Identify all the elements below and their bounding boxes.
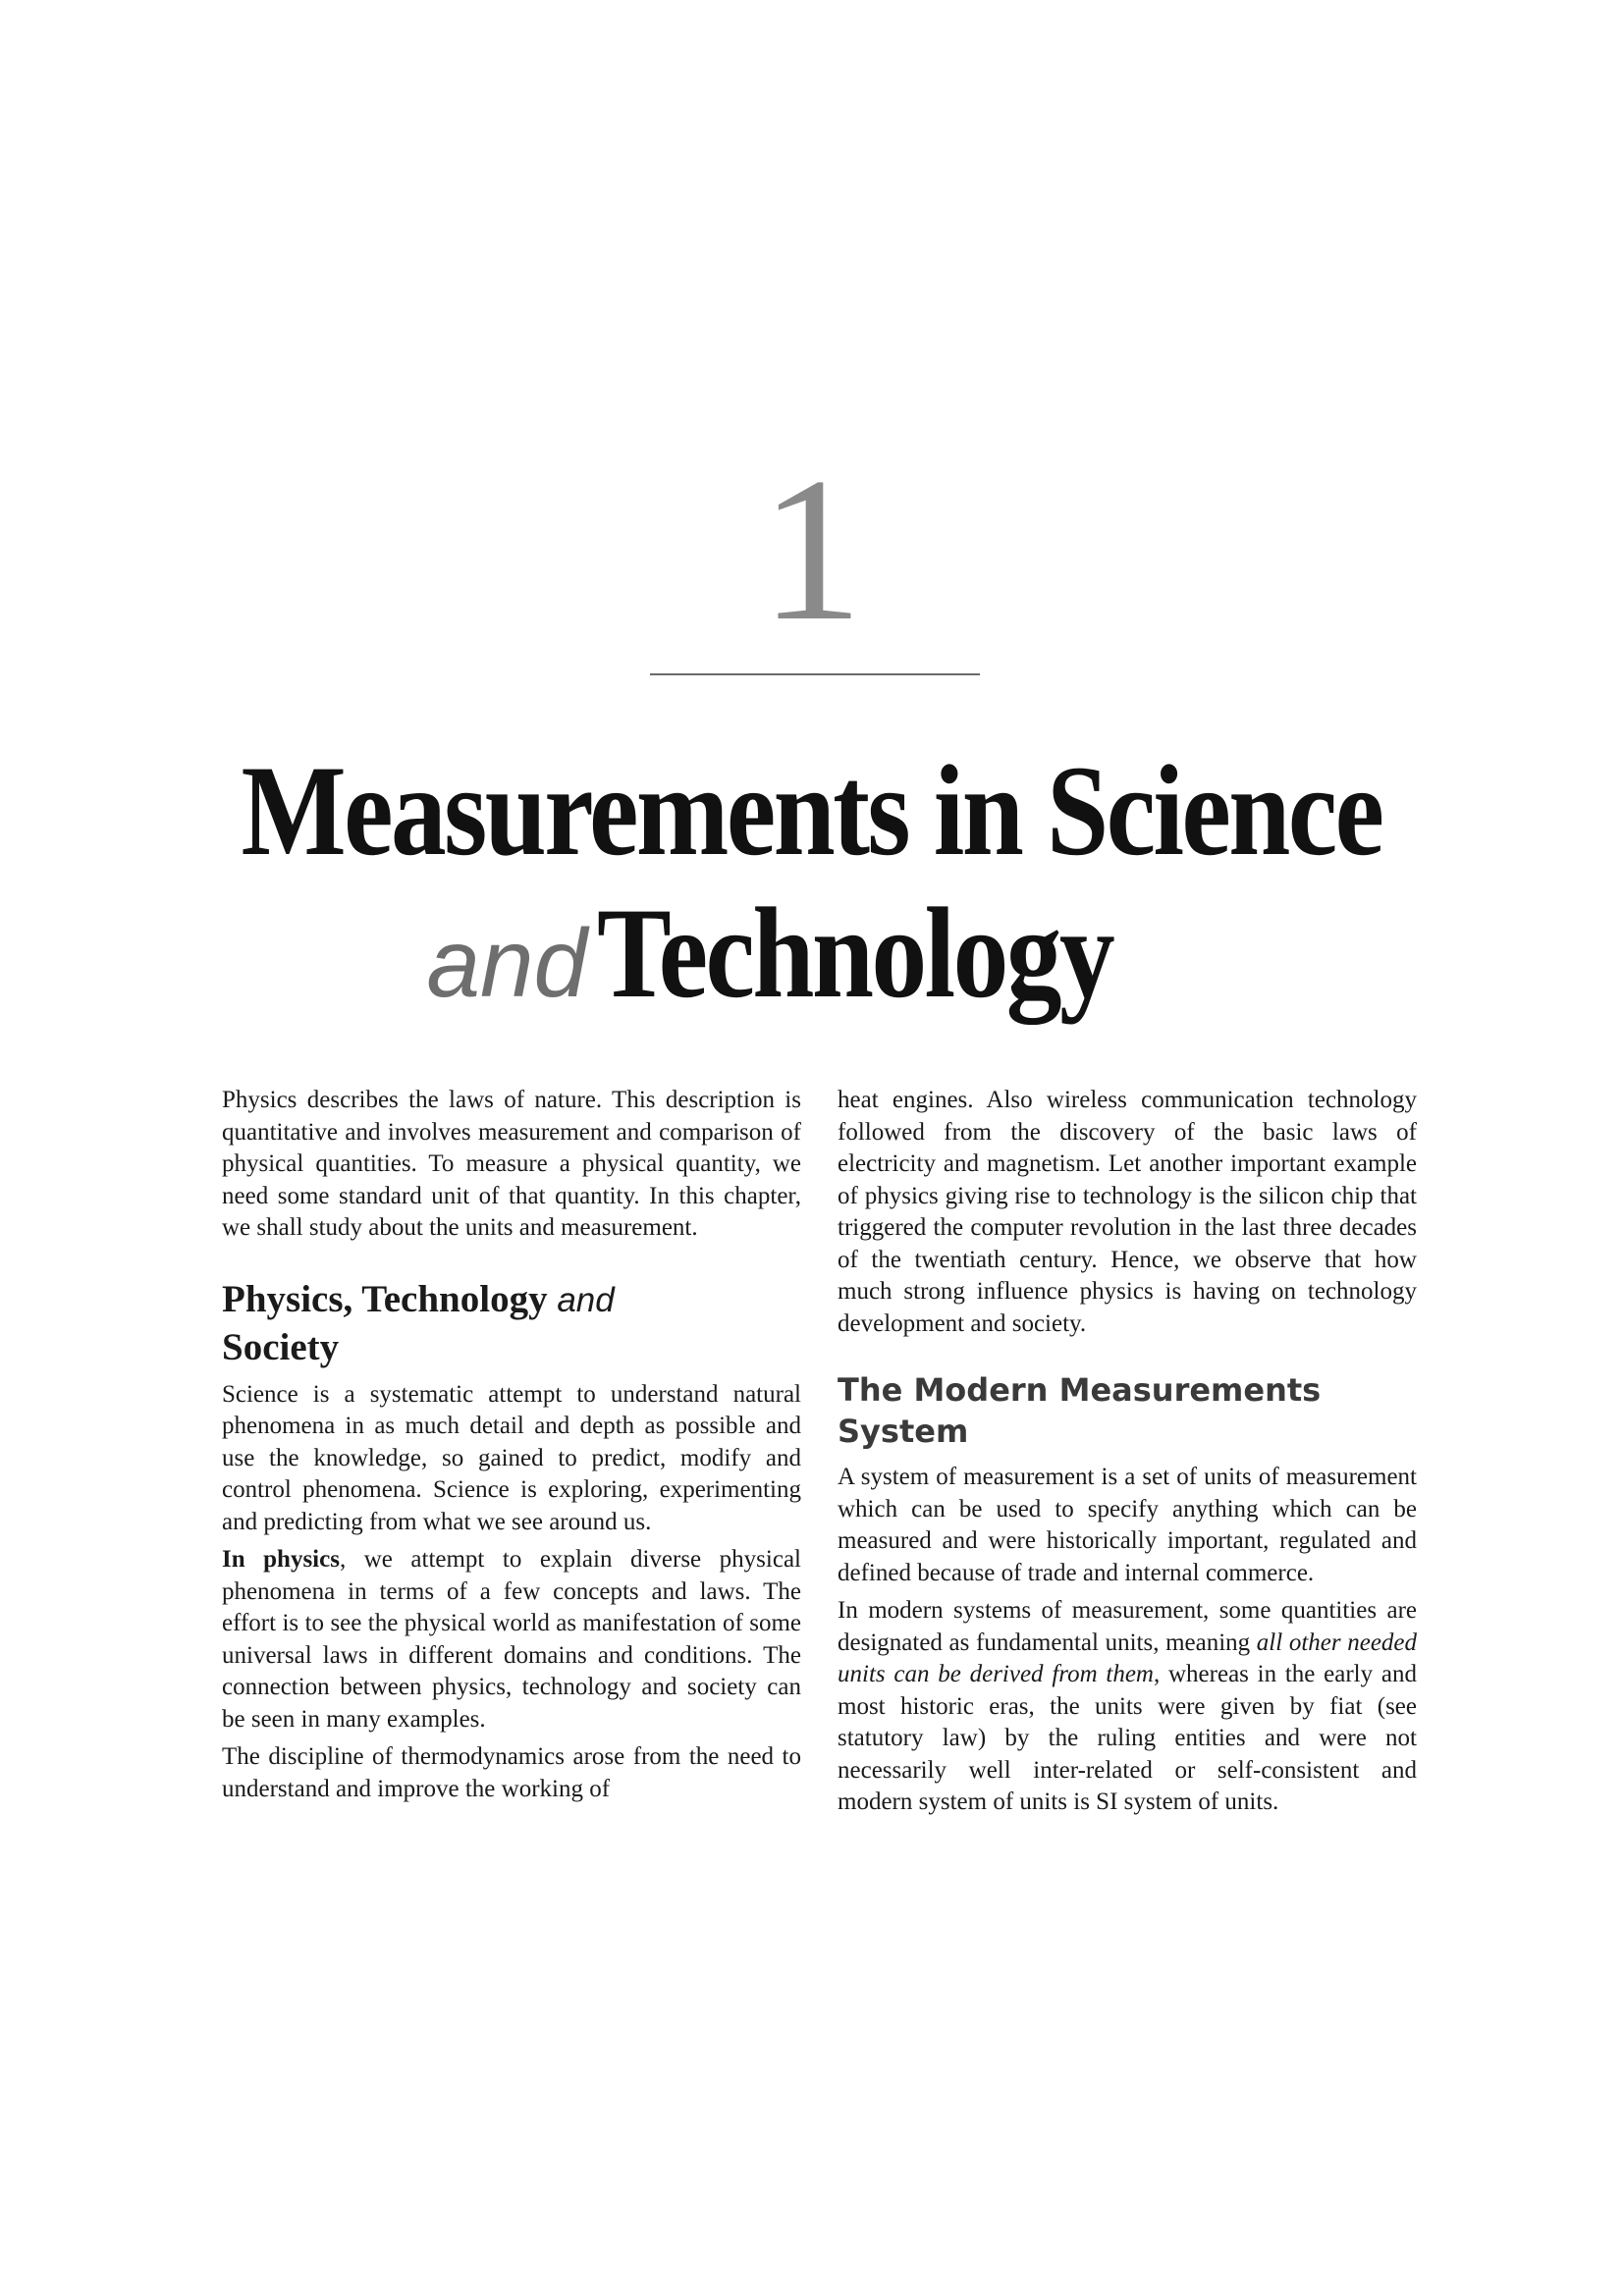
chapter-title-main: Measurements in Science [241, 738, 1382, 882]
paragraph-science: Science is a systematic attempt to understand natural phenomena in as much detail and depth as possible and use the knowledge, so gained to predict, modify and control phenomena. Science is exploring, experimenting and predicting from what we see around us. [222, 1380, 801, 1535]
paragraph-thermodynamics: The discipline of thermodynamics arose from the need to understand and improve the working of [222, 1743, 801, 1802]
continuation-paragraph: heat engines. Also wireless communication technology followed from the discovery of the basic laws of electricity and magnetism. Let another important example of physics giving rise to technology is the silicon chip that triggered the computer revolution in the last three decades of the twentiath century. Hence, we observe that how much strong influence physics is having on technology development and society. [838, 1087, 1417, 1337]
chapter-title-technology: Technology [596, 881, 1113, 1025]
section-heading-part3: Society [222, 1325, 340, 1368]
modern-systems-start: In modern systems of measurement, some quantities are designated as fundamental units, meaning [838, 1597, 1417, 1656]
chapter-title-line1 [0, 738, 1623, 882]
right-column [838, 1085, 1417, 1825]
modern-systems-italic: all other needed units can be derived from them [838, 1629, 1418, 1687]
section-heading-and: and [557, 1280, 615, 1319]
chapter-title-line2 [0, 881, 1623, 1025]
chapter-divider [650, 673, 980, 675]
chapter-title-and: and [426, 909, 587, 1017]
intro-paragraph: Physics describes the laws of nature. This description is quantitative and involves measurement and comparison of physical quantities. To measure a physical quantity, we need some standard unit of that quantity. In this chapter, we shall study about the units and measurement. [222, 1087, 801, 1241]
section-heading-physics-technology-society [222, 1276, 801, 1371]
paragraph-modern-systems [838, 1595, 1417, 1819]
in-physics-rest: , we attempt to explain diverse physical phenomena in terms of a few concepts and laws. The effort is to see the physical world as manifestation of some universal laws in different domains and conditions. The connection between physics, technology and society can be seen in many examples. [222, 1546, 801, 1733]
left-column [222, 1085, 801, 1811]
modern-systems-end: , whereas in the early and most historic eras, the units were given by fiat (see statutory law) by the ruling entities and were not necessarily well inter-related or self-consistent and modern system of units is SI system of units. [838, 1661, 1417, 1815]
section-heading-part1: Physics, Technology [222, 1277, 548, 1320]
in-physics-bold: In physics [222, 1546, 340, 1573]
paragraph-system-of-measurement: A system of measurement is a set of units of measurement which can be used to specify anything which can be measured and were historically important, regulated and defined because of trade and internal commerce. [838, 1464, 1417, 1586]
section-heading-modern-measurements: The Modern Measurements System [838, 1371, 1322, 1450]
paragraph-in-physics [222, 1544, 801, 1735]
chapter-number: 1 [760, 436, 863, 664]
